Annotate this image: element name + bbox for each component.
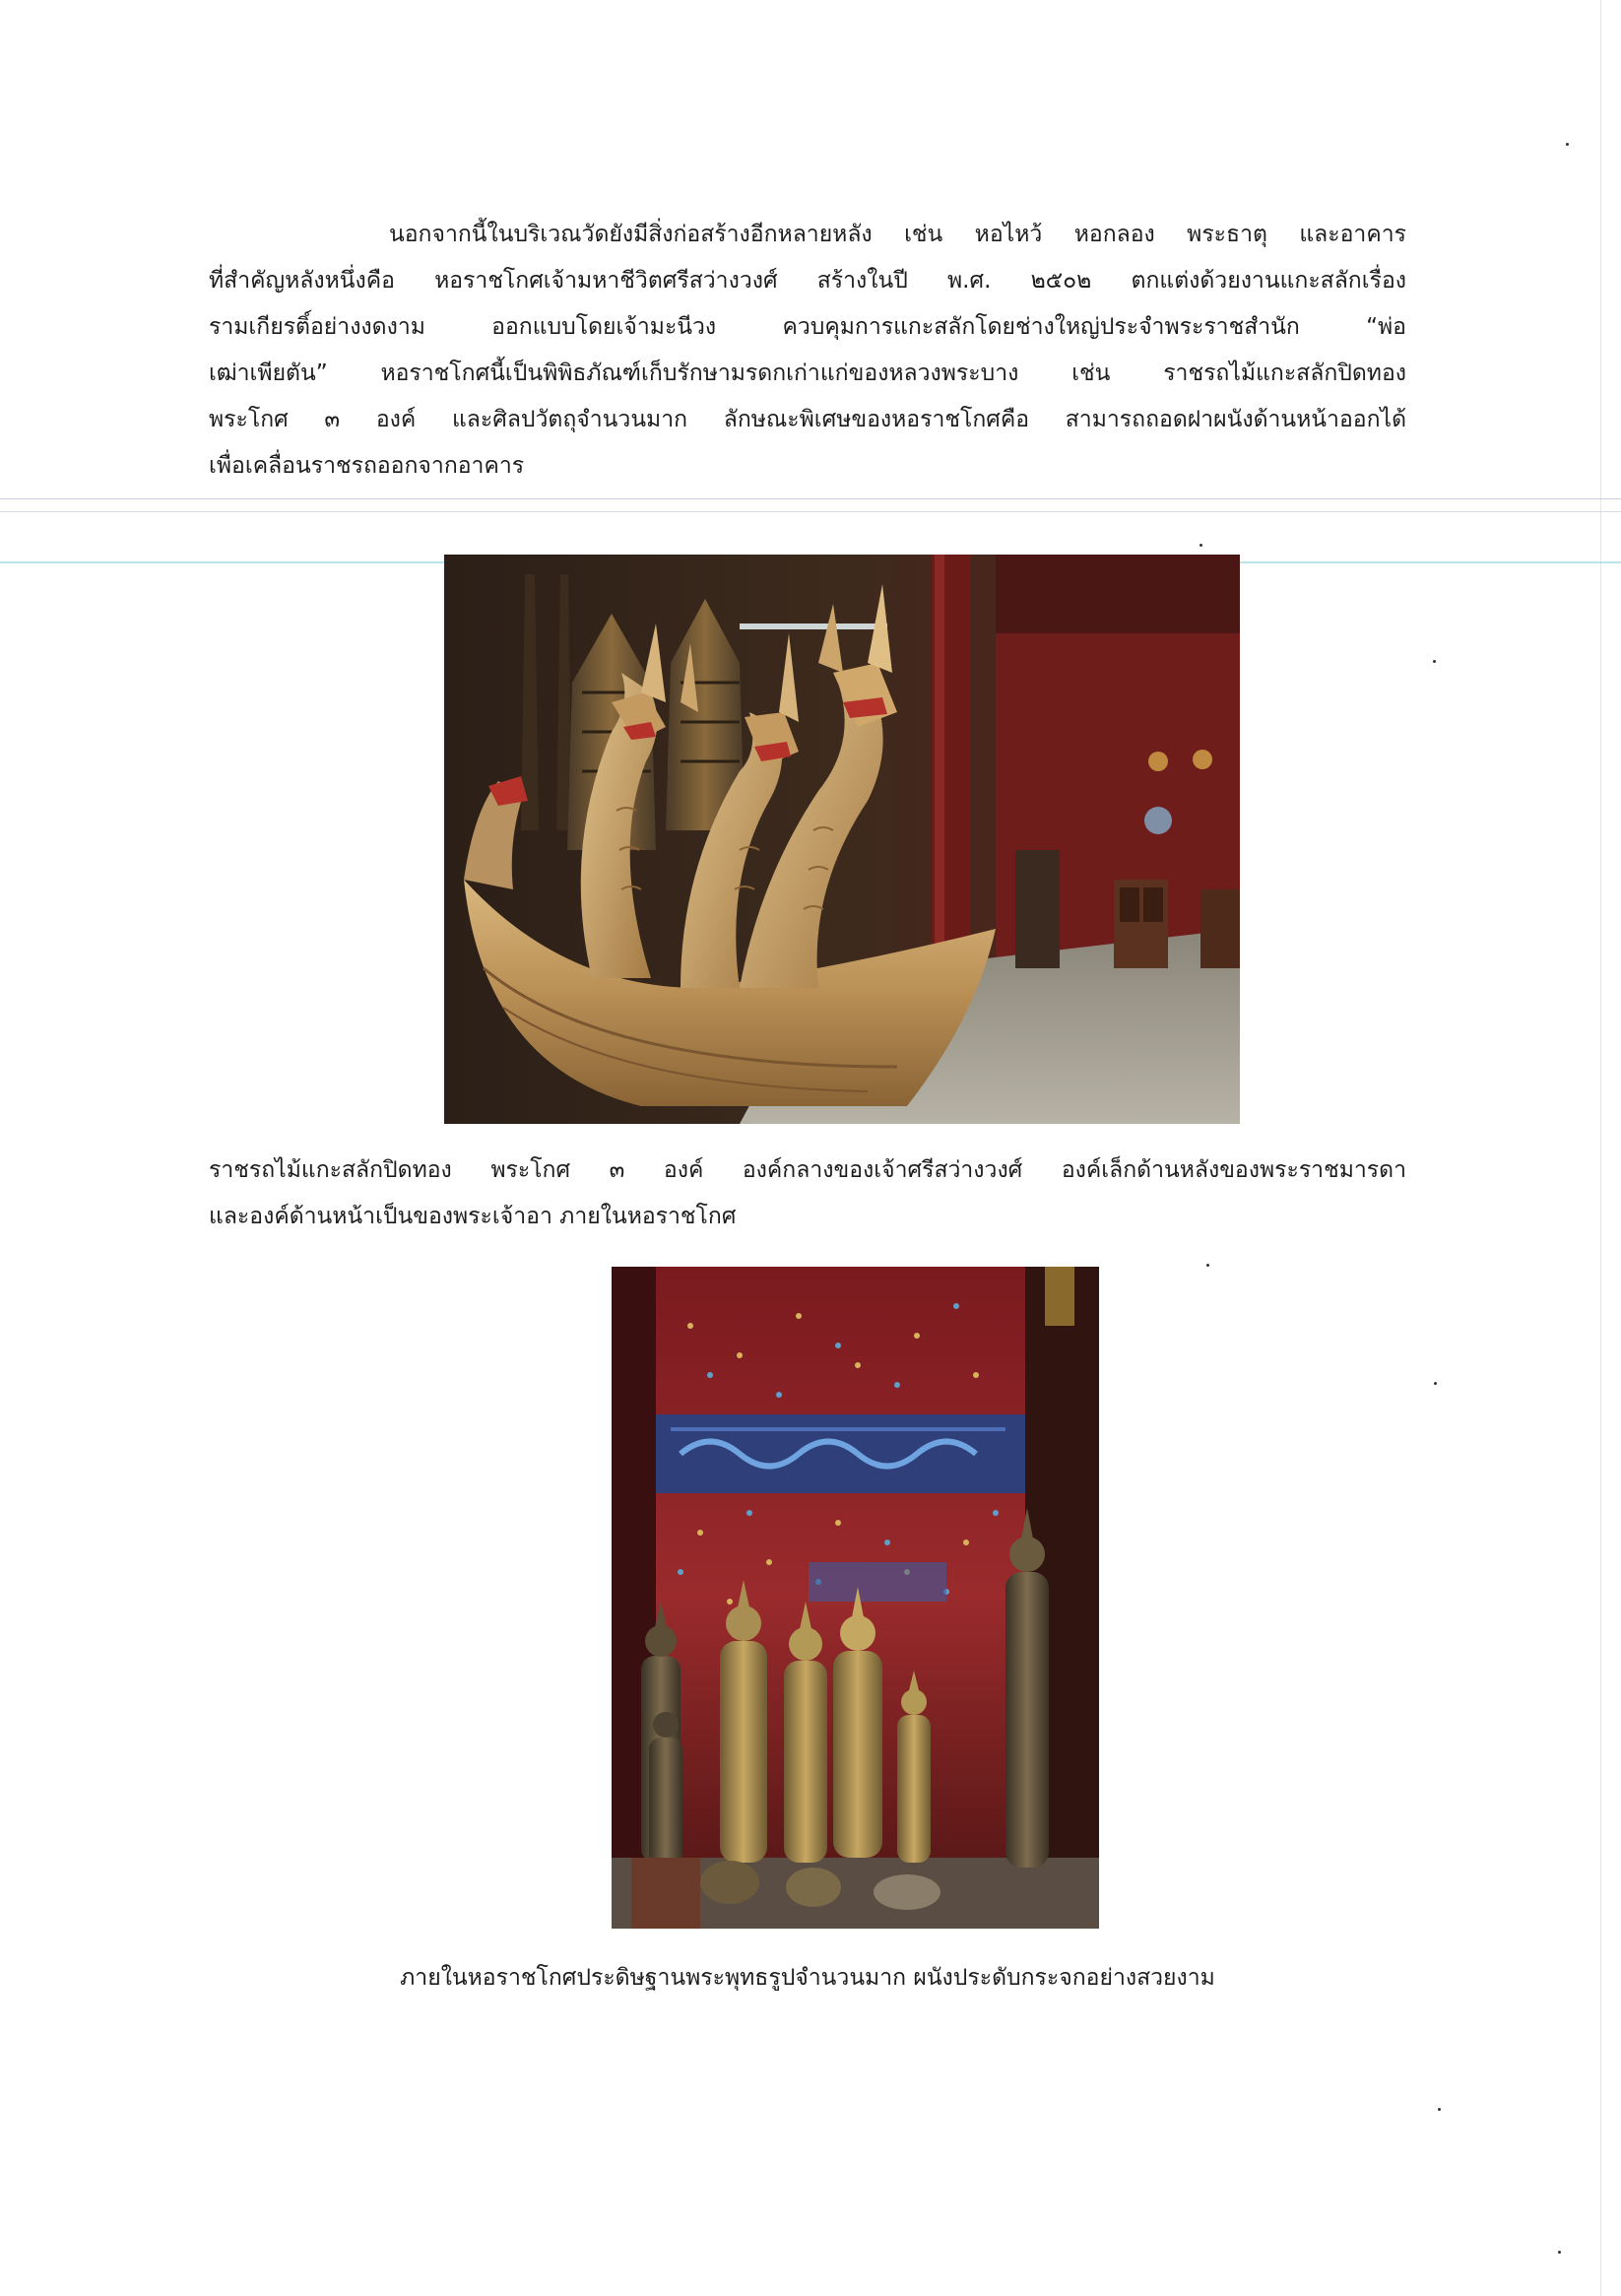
paragraph-line: เฒ่าเพียตัน” หอราชโกศนี้เป็นพิพิธภัณฑ์เก็บรักษามรดกเก่าแก่ของหลวงพระบาง เช่น ราชรถไม้แกะสลักปิดทอง (209, 361, 1406, 386)
funeral-carriage-photo (444, 555, 1240, 1124)
scan-speck (1434, 1382, 1437, 1385)
intro-paragraph (209, 212, 1406, 490)
scan-speck (1558, 2251, 1561, 2254)
scan-edge (1600, 0, 1601, 2296)
scan-speck (1438, 2108, 1441, 2111)
caption-line: และองค์ด้านหน้าเป็นของพระเจ้าอา ภายในหอราชโกศ (209, 1204, 737, 1229)
scan-speck (1433, 660, 1436, 663)
scan-artifact-line (0, 511, 1621, 512)
scan-speck (1566, 143, 1569, 146)
paragraph-line: นอกจากนี้ในบริเวณวัดยังมีสิ่งก่อสร้างอีกหลายหลัง เช่น หอไหว้ หอกลอง พระธาตุ และอาคาร (389, 222, 1406, 247)
paragraph-line: รามเกียรติ์อย่างงดงาม ออกแบบโดยเจ้ามะนีวง ควบคุมการแกะสลักโดยช่างใหญ่ประจำพระราชสำนัก “พ่อ (209, 314, 1406, 340)
scan-artifact-line (0, 498, 1621, 499)
scan-speck (1206, 1264, 1209, 1267)
paragraph-line: ที่สำคัญหลังหนึ่งคือ หอราชโกศเจ้ามหาชีวิตศรีสว่างวงศ์ สร้างในปี พ.ศ. ๒๕๐๒ ตกแต่งด้วยงานแกะสลักเรื่อง (209, 268, 1406, 294)
figure-2-caption: ภายในหอราชโกศประดิษฐานพระพุทธรูปจำนวนมาก ผนังประดับกระจกอย่างสวยงาม (400, 1965, 1215, 1991)
paragraph-line: พระโกศ ๓ องค์ และศิลปวัตถุจำนวนมาก ลักษณะพิเศษของหอราชโกศคือ สามารถถอดฝาผนังด้านหน้าออกได้ (209, 407, 1406, 432)
scan-speck (1200, 544, 1202, 547)
buddha-statues-photo (612, 1267, 1099, 1929)
figure-1-caption (209, 1148, 1406, 1240)
paragraph-line: เพื่อเคลื่อนราชรถออกจากอาคาร (209, 453, 525, 479)
caption-line: ราชรถไม้แกะสลักปิดทอง พระโกศ ๓ องค์ องค์กลางของเจ้าศรีสว่างวงศ์ องค์เล็กด้านหลังของพระราชมารดา (209, 1157, 1406, 1183)
